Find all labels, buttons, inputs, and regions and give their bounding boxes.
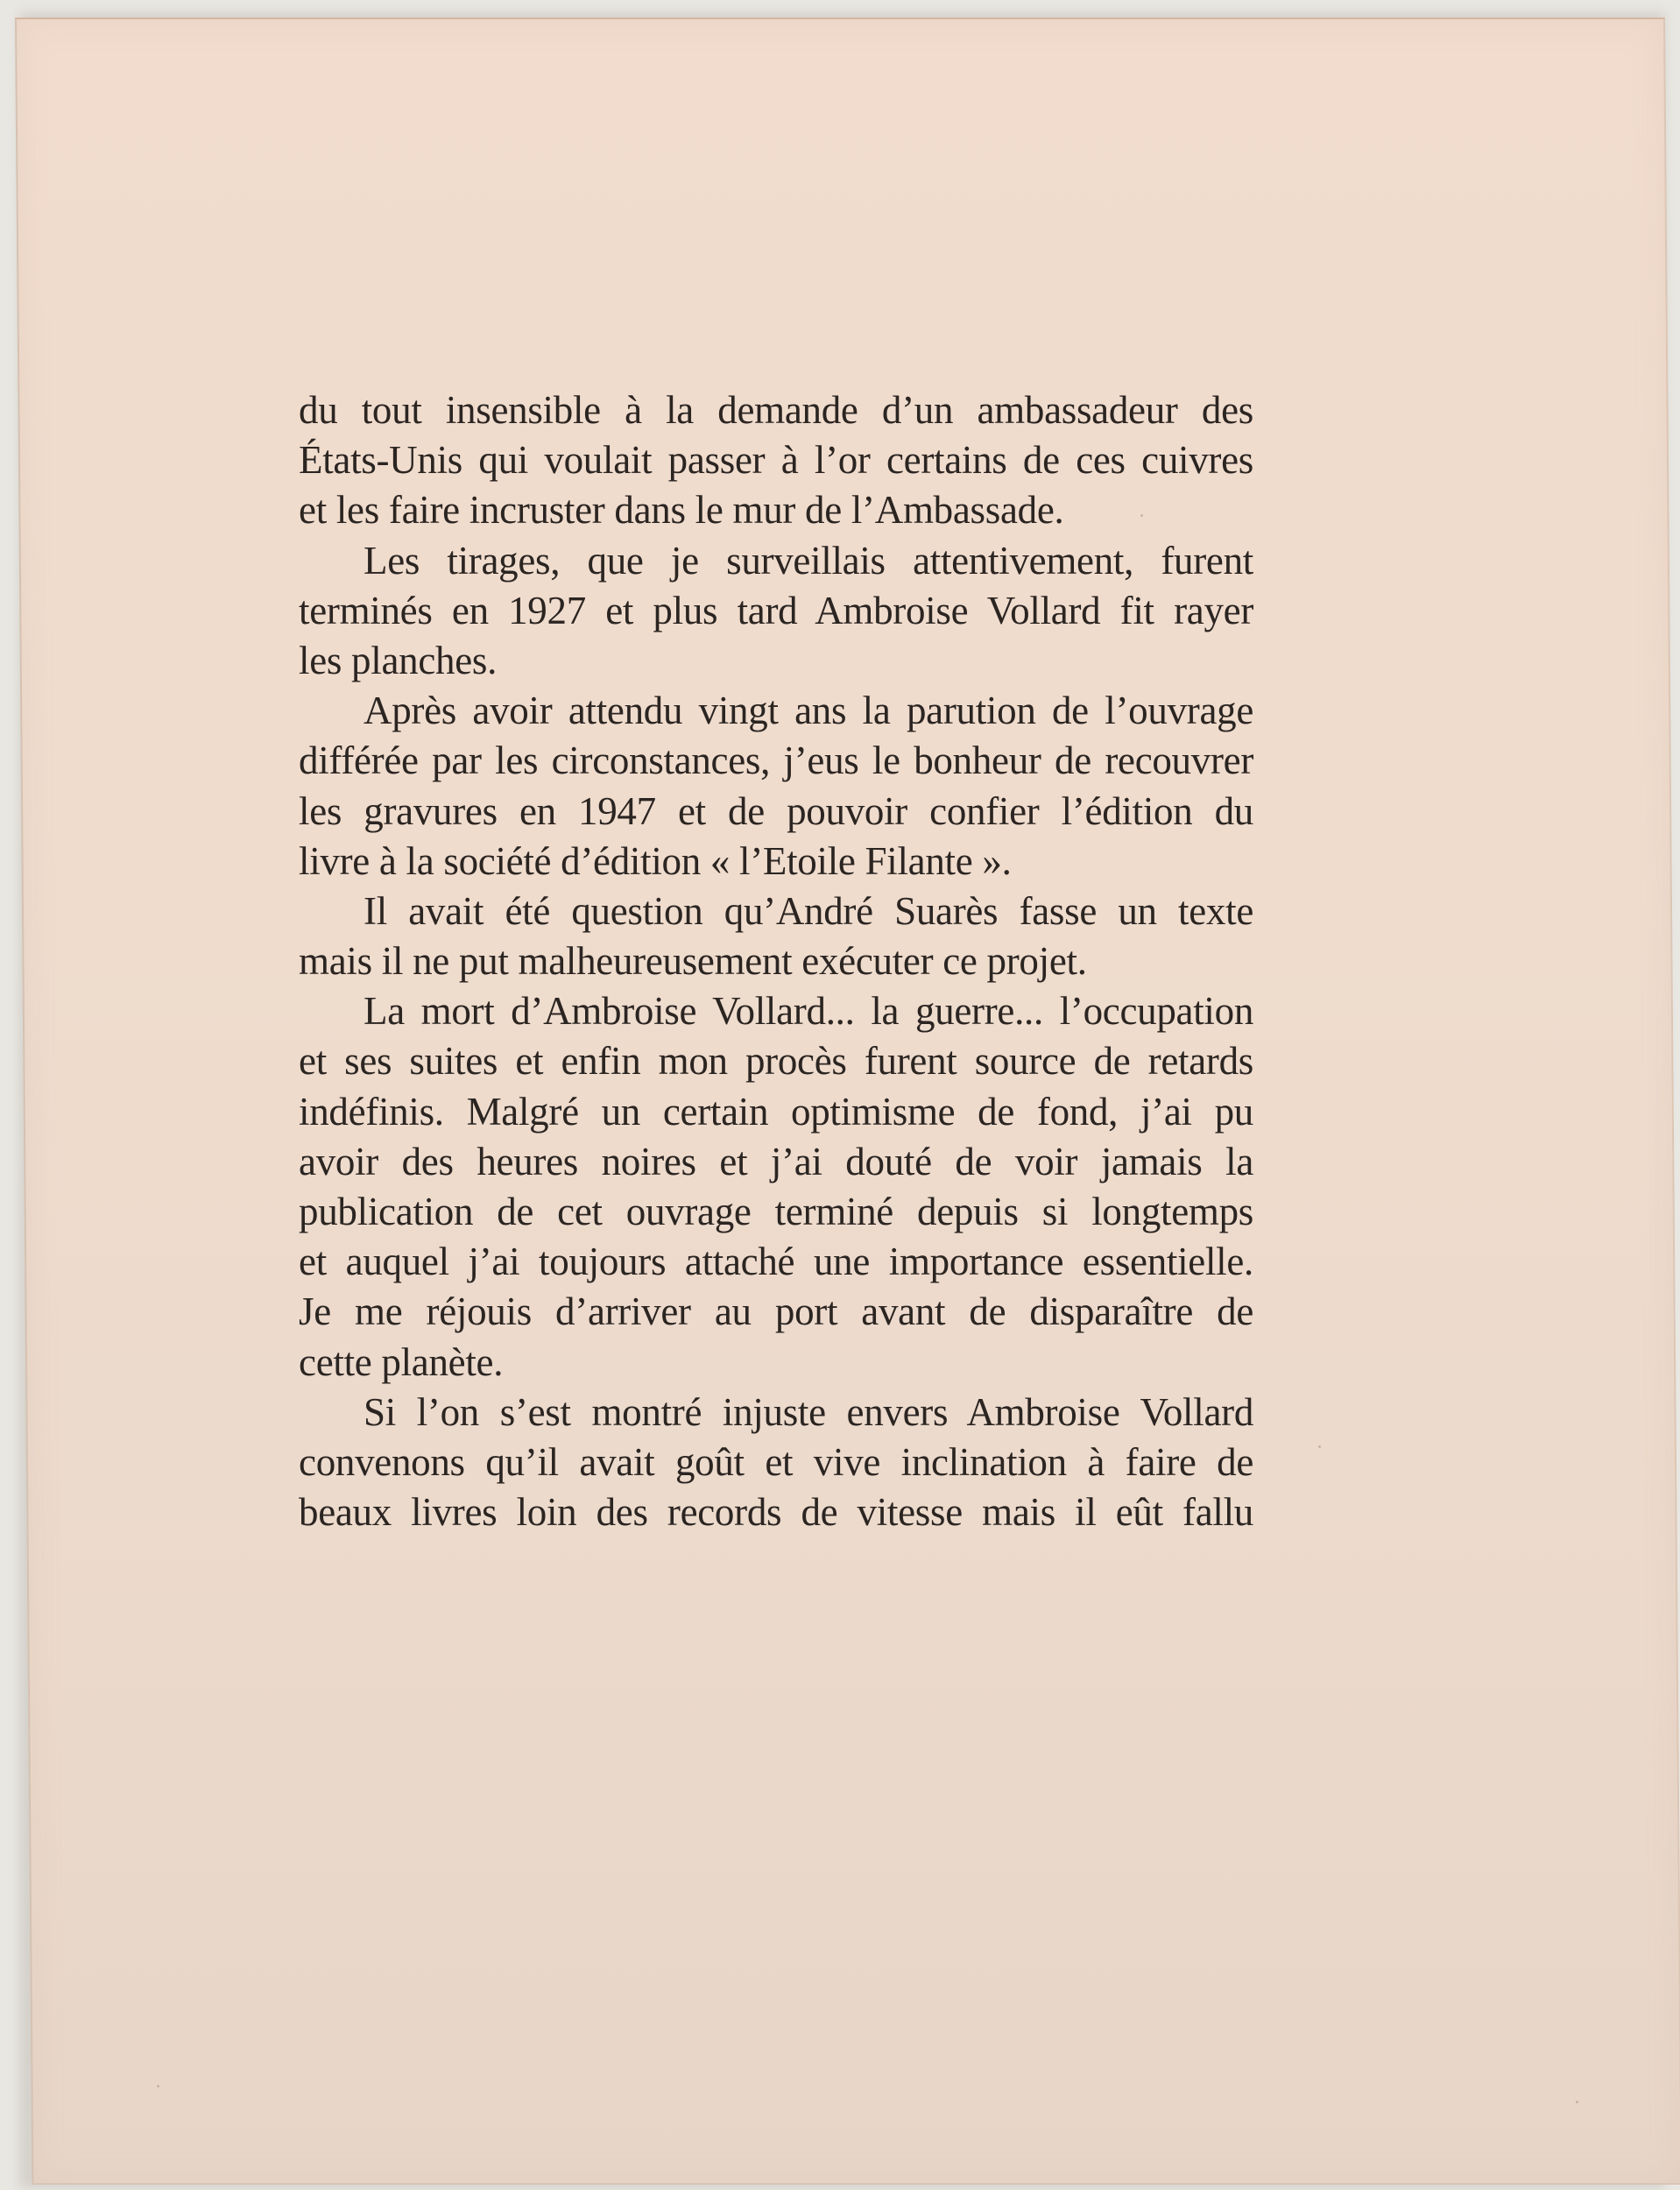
- text-line: Après avoir attendu vingt ans la parution de l’ouvrage: [364, 689, 1254, 733]
- text-line: États-Unis qui voulait passer à l’or certains de ces cuivres: [299, 438, 1254, 483]
- paper-speck: [157, 2085, 159, 2088]
- text-line: Les tirages, que je surveillais attentivement, furent: [364, 538, 1254, 583]
- paper-speck: [1140, 514, 1143, 517]
- text-line: cette planète.: [299, 1339, 504, 1384]
- text-line: les planches.: [299, 638, 498, 682]
- text-line: convenons qu’il avait goût et vive inclination à faire de: [299, 1439, 1254, 1484]
- text-line: mais il ne put malheureusement exécuter ce projet.: [299, 939, 1087, 984]
- text-line: Si l’on s’est montré injuste envers Ambroise Vollard: [364, 1389, 1254, 1434]
- text-line: différée par les circonstances, j’eus le bonheur de recouvrer: [299, 738, 1254, 783]
- text-line: avoir des heures noires et j’ai douté de voir jamais la: [299, 1139, 1254, 1183]
- paper-sheet: [15, 18, 1680, 2185]
- paper-speck: [1576, 2101, 1578, 2103]
- text-line: La mort d’Ambroise Vollard... la guerre... l’occupation: [364, 989, 1254, 1034]
- paragraph: [299, 887, 1253, 986]
- paper-speck: [1318, 1445, 1321, 1448]
- paragraph: [299, 686, 1253, 887]
- paragraph: [299, 986, 1253, 1388]
- text-line: les gravures en 1947 et de pouvoir confier l’édition du: [299, 788, 1254, 833]
- text-line: livre à la société d’édition « l’Etoile Filante ».: [299, 838, 1012, 883]
- text-line: du tout insensible à la demande d’un ambassadeur des: [299, 388, 1254, 432]
- paragraph: [299, 536, 1253, 687]
- text-line: et ses suites et enfin mon procès furent source de retards: [299, 1039, 1254, 1084]
- text-line: beaux livres loin des records de vitesse mais il eût fallu: [299, 1490, 1254, 1535]
- text-line: indéfinis. Malgré un certain optimisme de fond, j’ai pu: [299, 1089, 1254, 1134]
- text-line: publication de cet ouvrage terminé depuis si longtemps: [299, 1190, 1254, 1233]
- text-line: et auquel j’ai toujours attaché une importance essentielle.: [299, 1240, 1254, 1284]
- paragraph: [299, 385, 1253, 536]
- text-line: Il avait été question qu’André Suarès fasse un texte: [364, 888, 1254, 933]
- text-line: et les faire incruster dans le mur de l’Ambassade.: [299, 488, 1064, 533]
- body-text: [299, 385, 1253, 1537]
- text-line: terminés en 1927 et plus tard Ambroise Vollard fit rayer: [299, 588, 1254, 632]
- paragraph: [299, 1388, 1253, 1538]
- text-line: Je me réjouis d’arriver au port avant de disparaître de: [299, 1289, 1254, 1334]
